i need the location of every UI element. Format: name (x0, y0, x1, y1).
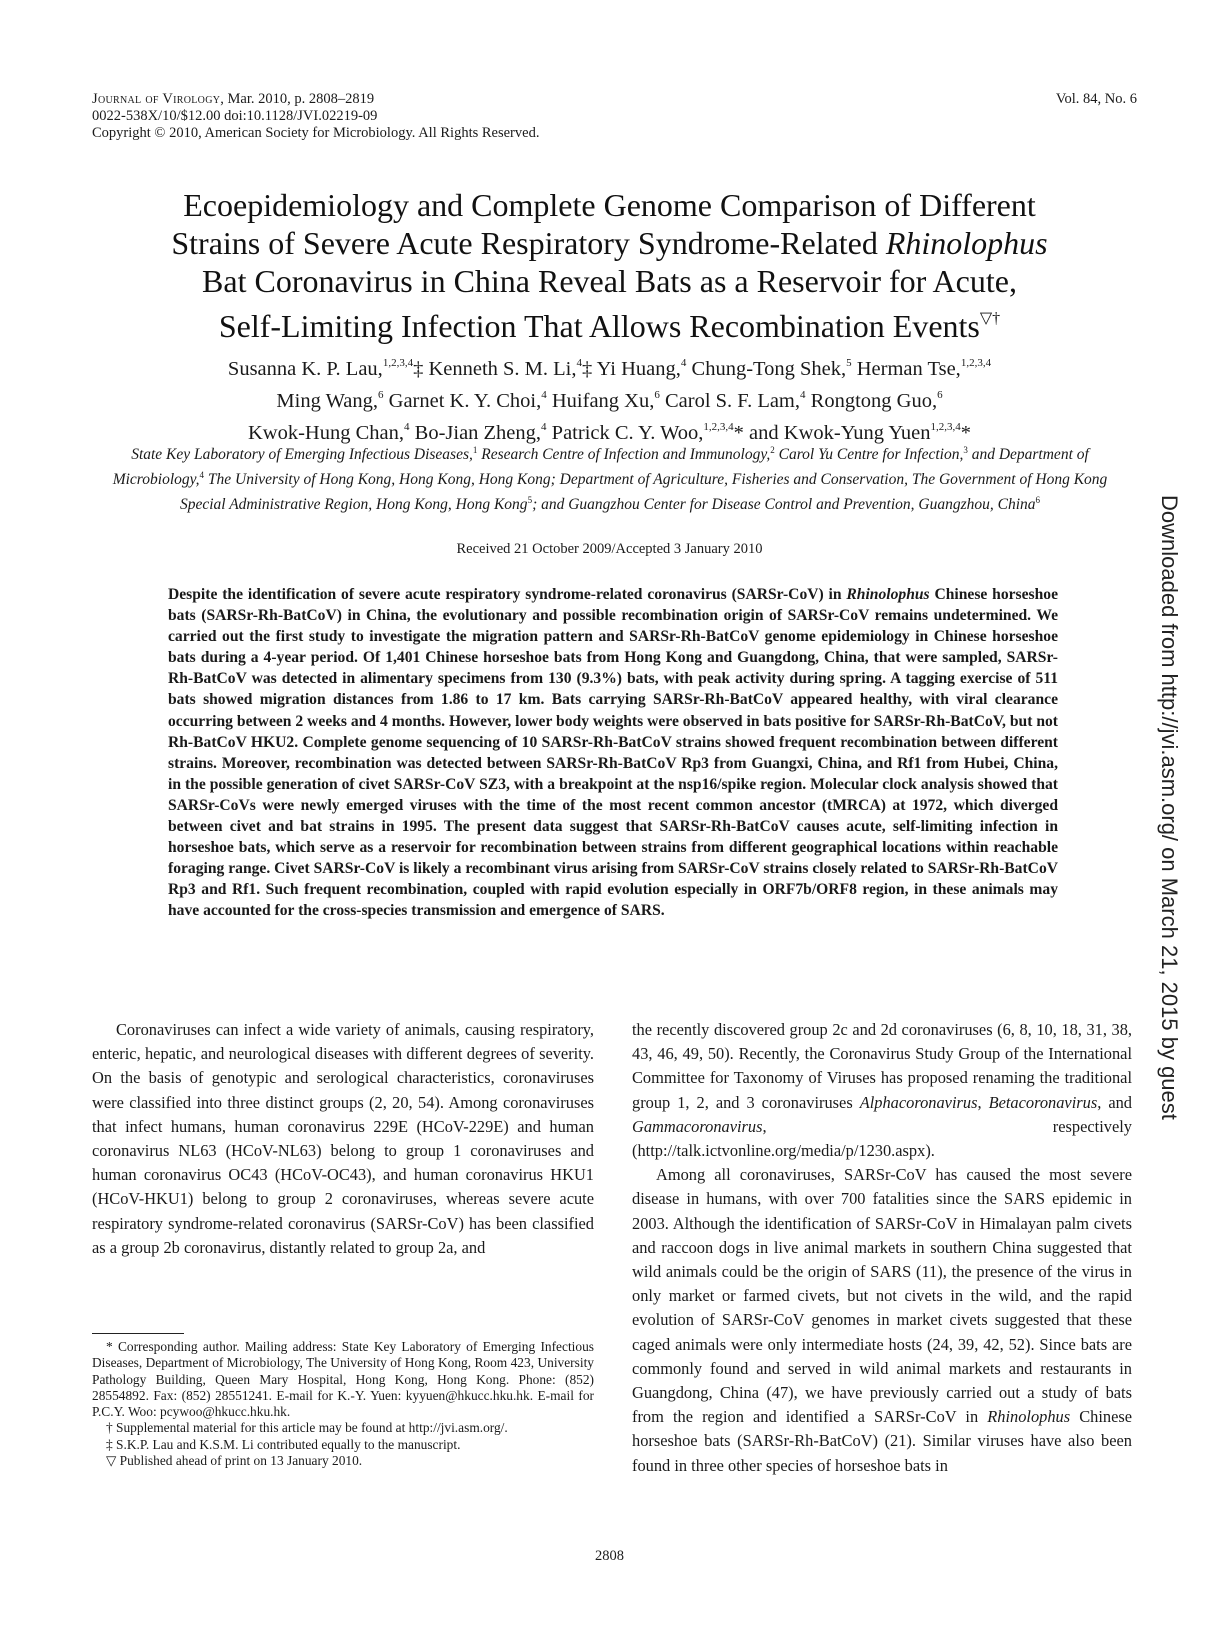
affil-text: State Key Laboratory of Emerging Infectious Diseases, (131, 446, 473, 463)
abstract-text: Chinese horseshoe bats (SARSr-Rh-BatCoV) in China, the evolutionary and possible recombination origin of SARSr-CoV remains undetermined. We carried out the first study to investigate the migration pattern and SARSr-Rh-BatCoV genome epidemiology in Chinese horseshoe bats during a 4-year period. Of 1,401 Chinese horseshoe bats from Hong Kong and Guangdong, China, that were sampled, SARSr-Rh-BatCoV was detected in alimentary specimens from 130 (9.3%) bats, with peak activity during spring. A tagging exercise of 511 bats showed migration distances from 1.86 to 17 km. Bats carrying SARSr-Rh-BatCoV appeared healthy, with viral clearance occurring between 2 weeks and 4 months. However, lower body weights were observed in bats positive for SARSr-Rh-BatCoV, but not Rh-BatCoV HKU2. Complete genome sequencing of 10 SARSr-Rh-BatCoV strains showed frequent recombination between different strains. Moreover, recombination was detected between SARSr-Rh-BatCoV Rp3 from Guangxi, China, and Rf1 from Hubei, China, in the possible generation of civet SARSr-CoV SZ3, with a breakpoint at the nsp16/spike region. Molecular clock analysis showed that SARSr-CoVs were newly emerged viruses with the time of the most recent common ancestor (tMRCA) at 1972, which diverged between civet and bat strains in 1995. The present data suggest that SARSr-Rh-BatCoV causes acute, self-limiting infection in horseshoe bats, which serve as a reservoir for recombination between strains from different geographical locations within reachable foraging range. Civet SARSr-CoV is likely a recombinant virus arising from SARSr-CoV strains closely related to SARSr-Rh-BatCoV Rp3 and Rf1. Such frequent recombination, coupled with rapid evolution especially in ORF7b/ORF8 region, in these animals may have accounted for the cross-species transmission and emergence of SARS. (168, 586, 1058, 920)
author-mark: * (960, 422, 971, 444)
affil-sup: 1 (472, 445, 478, 455)
footnote: ‡ S.K.P. Lau and K.S.M. Li contributed equally to the manuscript. (106, 1436, 461, 1452)
title-italic: Rhinolophus (885, 225, 1048, 261)
citation: , Mar. 2010, p. 2808–2819 (220, 91, 375, 107)
body-italic: Betacoronavirus (988, 1092, 1098, 1112)
affil-text: Carol Yu Centre for Infection, (774, 446, 964, 463)
abstract (168, 584, 1058, 922)
author-name: Rongtong Guo, (810, 390, 938, 412)
author-affil-sup: 1,2,3,4 (703, 421, 734, 433)
author-list (92, 350, 1127, 446)
author-affil-sup: 6 (937, 389, 943, 401)
received-dates: Received 21 October 2009/Accepted 3 January 2010 (456, 541, 763, 557)
body-text: , and (1097, 1092, 1132, 1112)
footnotes (92, 1339, 594, 1469)
author-mark: ‡ (413, 358, 429, 380)
author-name: Garnet K. Y. Choi, (388, 390, 542, 412)
title-line (92, 300, 1127, 345)
body-column-left (92, 1018, 594, 1260)
download-watermark: Downloaded from http://jvi.asm.org/ on March 21, 2015 by guest (1157, 495, 1182, 1120)
footnote: ▽ Published ahead of print on 13 January 2010. (106, 1453, 363, 1469)
author-mark: * and (733, 422, 784, 444)
author-name: Kwok-Hung Chan, (248, 422, 405, 444)
title-line (92, 224, 1127, 262)
body-column-right (632, 1018, 1132, 1478)
author-affil-sup: 4 (541, 421, 547, 433)
abstract-italic: Rhinolophus (846, 586, 930, 603)
author-affil-sup: 4 (541, 389, 547, 401)
affil-text: Research Centre of Infection and Immunology, (477, 446, 771, 463)
author-name: Susanna K. P. Lau, (227, 358, 383, 380)
affil-text: ; and Guangzhou Center for Disease Control and Prevention, Guangzhou, China (532, 496, 1036, 513)
author-affil-sup: 4 (576, 357, 582, 369)
body-text: , respectively (http://talk.ictvonline.org/media/p/1230.aspx). (632, 1116, 1132, 1161)
title-text: Self-Limiting Infection That Allows Recombination Events (218, 308, 980, 344)
author-affil-sup: 4 (404, 421, 410, 433)
author-affil-sup: 4 (680, 357, 687, 369)
author-name: Bo-Jian Zheng, (414, 422, 542, 444)
body-italic: Gammacoronavirus (632, 1116, 763, 1136)
author-name: Patrick C. Y. Woo, (551, 422, 704, 444)
affiliations (110, 440, 1110, 515)
author-affil-sup: 6 (378, 389, 384, 401)
affil-sup: 3 (963, 445, 968, 455)
title-line: Ecoepidemiology and Complete Genome Comparison of Different (183, 187, 1036, 223)
affil-text: and Department of Microbiology, (112, 446, 1089, 488)
author-affil-sup: 4 (800, 389, 806, 401)
author-affil-sup: 1,2,3,4 (382, 357, 414, 369)
affil-sup: 4 (199, 470, 205, 480)
title-marks: ▽† (979, 310, 1001, 327)
author-name: Herman Tse, (856, 358, 961, 380)
author-name: Kwok-Yung Yuen (783, 422, 931, 444)
copyright: Copyright © 2010, American Society for Microbiology. All Rights Reserved. (92, 125, 540, 141)
volume-issue: Vol. 84, No. 6 (1055, 91, 1137, 107)
body-paragraph (632, 1163, 1132, 1478)
title-line: Bat Coronavirus in China Reveal Bats as a Reservoir for Acute, (202, 263, 1017, 299)
affil-sup: 2 (770, 445, 775, 455)
affil-sup: 6 (1035, 495, 1041, 505)
footnote: † Supplemental material for this article may be found at http://jvi.asm.org/. (106, 1420, 508, 1436)
body-text: the recently discovered group 2c and 2d coronaviruses (6, 8, 10, 18, 31, 38, 43, 46, 49, 50). Recently, the Coronavirus Study Group of the International Committee for Taxonomy of Viruses has proposed renaming the traditional group 1, 2, and 3 coronaviruses (632, 1020, 1132, 1112)
author-name: Huifang Xu, (551, 390, 655, 412)
issn-doi: 0022-538X/10/$12.00 doi:10.1128/JVI.02219-09 (92, 108, 378, 124)
page-number: 2808 (595, 1548, 624, 1564)
journal-name: Journal of Virology (92, 91, 221, 107)
abstract-text: Despite the identification of severe acute respiratory syndrome-related coronavirus (SARSr-CoV) in (168, 586, 847, 603)
author-name: Kenneth S. M. Li, (428, 358, 577, 380)
author-name: Chung-Tong Shek, (691, 358, 847, 380)
author-name: Carol S. F. Lam, (664, 390, 801, 412)
author-affil-sup: 1,2,3,4 (930, 421, 961, 433)
body-paragraph (632, 1018, 1132, 1163)
footnote-divider (92, 1333, 184, 1334)
author-name: Yi Huang, (596, 358, 681, 380)
body-paragraph: Coronaviruses can infect a wide variety of animals, causing respiratory, enteric, hepatic, and neurological diseases with different degrees of severity. On the basis of genotypic and serological characteristics, coronaviruses were classified into three distinct groups (2, 20, 54). Among coronaviruses that infect humans, human coronavirus 229E (HCoV-229E) and human coronavirus NL63 (HCoV-NL63) belong to group 1 coronaviruses and human coronavirus OC43 (HCoV-OC43), and human coronavirus HKU1 (HCoV-HKU1) belong to group 2 coronaviruses, whereas severe acute respiratory syndrome-related coronavirus (SARSr-CoV) has been classified as a group 2b coronavirus, distantly related to group 2a, and (92, 1020, 594, 1257)
running-header (92, 91, 539, 142)
affil-text: The University of Hong Kong, Hong Kong, Hong Kong; Department of Agriculture, Fisheries and Conservation, The Government of Hong Kong Special Administrative Region, Hong Kong, Hong Kong (179, 471, 1108, 513)
author-affil-sup: 5 (846, 357, 852, 369)
author-affil-sup: 6 (654, 389, 660, 401)
author-name: Ming Wang, (276, 390, 379, 412)
journal-citation (92, 91, 539, 108)
body-italic: Rhinolophus (987, 1407, 1071, 1427)
body-text: Among all coronaviruses, SARSr-CoV has caused the most severe disease in humans, with over 700 fatalities since the SARS epidemic in 2003. Although the identification of SARSr-CoV in Himalayan palm civets and raccoon dogs in live animal markets in southern China suggested that wild animals could be the origin of SARS (11), the presence of the virus in only market or farmed civets, but not civets in the wild, and the rapid evolution of SARSr-CoV genomes in market civets suggested that these caged animals were only intermediate hosts (24, 39, 42, 52). Since bats are commonly found and served in wild animal markets and restaurants in Guangdong, China (47), we have previously carried out a study of bats from the region and identified a SARSr-CoV in (632, 1165, 1132, 1427)
body-italic: Alphacoronavirus (859, 1092, 978, 1112)
affil-sup: 5 (527, 495, 533, 505)
article-title (92, 186, 1127, 345)
body-text: , (977, 1092, 989, 1112)
author-mark: ‡ (581, 358, 597, 380)
footnote: * Corresponding author. Mailing address: State Key Laboratory of Emerging Infectious Diseases, Department of Microbiology, The University of Hong Kong, Room 423, University Pathology Building, Queen Mary Hospital, Hong Kong, Hong Kong. Phone: (852) 28554892. Fax: (852) 28551241. E-mail for K.-Y. Yuen: kyyuen@hkucc.hku.hk. E-mail for P.C.Y. Woo: pcywoo@hkucc.hku.hk. (92, 1339, 594, 1420)
body-text: Chinese horseshoe bats (SARSr-Rh-BatCoV) (21). Similar viruses have also been found in three other species of horseshoe bats in (632, 1407, 1133, 1475)
title-text: Strains of Severe Acute Respiratory Syndrome-Related (171, 225, 886, 261)
author-affil-sup: 1,2,3,4 (960, 357, 992, 369)
